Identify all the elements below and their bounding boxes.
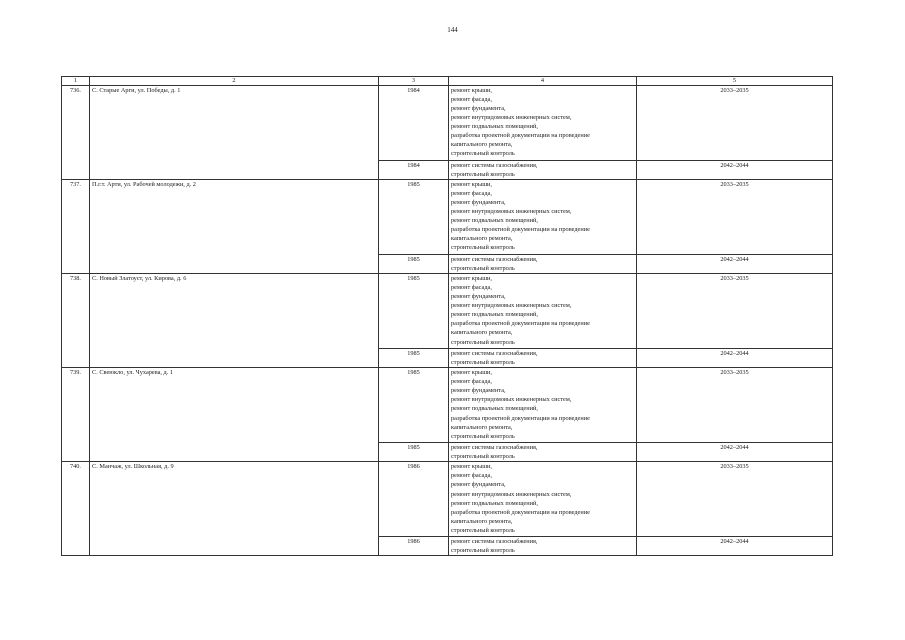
work-item: строительный контроль — [451, 170, 515, 178]
address: С. Манчаж, ул. Школьная, д. 9 — [90, 462, 379, 556]
work-item: строительный контроль — [451, 338, 515, 346]
work-item: ремонт подвальных помещений, — [451, 122, 538, 130]
build-year: 1985 — [379, 179, 449, 254]
table-row — [62, 179, 833, 254]
work-item: ремонт внутридомовых инженерных систем, — [451, 490, 572, 498]
work-item: строительный контроль — [451, 432, 515, 440]
work-item: строительный контроль — [451, 244, 515, 252]
repair-period: 2042–2044 — [637, 443, 833, 462]
work-item: капитального ремонта, — [451, 517, 513, 525]
work-item: разработка проектной документации на проведение — [451, 131, 590, 139]
work-item: ремонт системы газоснабжения, — [451, 538, 538, 546]
build-year: 1985 — [379, 443, 449, 462]
work-item: ремонт крыши, — [451, 86, 493, 94]
build-year: 1984 — [379, 160, 449, 179]
repair-period: 2042–2044 — [637, 537, 833, 556]
table-row — [62, 273, 833, 348]
gas-works-list — [449, 160, 637, 179]
repair-schedule-table — [61, 76, 833, 556]
repair-period: 2042–2044 — [637, 348, 833, 367]
work-item: разработка проектной документации на проведение — [451, 508, 590, 516]
work-item: строительный контроль — [451, 547, 515, 555]
work-item: ремонт фундамента, — [451, 293, 506, 301]
address: С. Новый Златоуст, ул. Кирова, д. 6 — [90, 273, 379, 367]
work-item: ремонт внутридомовых инженерных систем, — [451, 302, 572, 310]
gas-works-list — [449, 443, 637, 462]
build-year: 1985 — [379, 254, 449, 273]
work-item: строительный контроль — [451, 526, 515, 534]
work-item: ремонт фундамента, — [451, 198, 506, 206]
work-item: ремонт фундамента, — [451, 104, 506, 112]
work-item: ремонт фасада, — [451, 189, 492, 197]
work-item: ремонт фасада, — [451, 378, 492, 386]
works-list — [449, 462, 637, 537]
work-item: разработка проектной документации на проведение — [451, 414, 590, 422]
work-item: ремонт фасада, — [451, 472, 492, 480]
work-item: ремонт крыши, — [451, 463, 493, 471]
repair-period: 2042–2044 — [637, 160, 833, 179]
work-item: ремонт подвальных помещений, — [451, 311, 538, 319]
build-year: 1984 — [379, 85, 449, 160]
work-item: капитального ремонта, — [451, 235, 513, 243]
work-item: ремонт системы газоснабжения, — [451, 349, 538, 357]
column-header-4: 4 — [449, 77, 637, 86]
build-year: 1986 — [379, 462, 449, 537]
work-item: ремонт фундамента, — [451, 481, 506, 489]
work-item: капитального ремонта, — [451, 423, 513, 431]
works-list — [449, 368, 637, 443]
works-list — [449, 273, 637, 348]
build-year: 1985 — [379, 273, 449, 348]
work-item: строительный контроль — [451, 453, 515, 461]
work-item: ремонт крыши, — [451, 180, 493, 188]
works-list — [449, 179, 637, 254]
repair-period: 2033–2035 — [637, 462, 833, 537]
work-item: ремонт внутридомовых инженерных систем, — [451, 207, 572, 215]
page-number: 144 — [447, 26, 458, 34]
row-number: 738. — [62, 273, 90, 367]
build-year: 1986 — [379, 537, 449, 556]
work-item: ремонт внутридомовых инженерных систем, — [451, 113, 572, 121]
gas-works-list — [449, 254, 637, 273]
column-header-1: 1 — [62, 77, 90, 86]
repair-period: 2033–2035 — [637, 368, 833, 443]
table-row — [62, 368, 833, 443]
work-item: капитального ремонта, — [451, 329, 513, 337]
work-item: разработка проектной документации на проведение — [451, 320, 590, 328]
table-row — [62, 85, 833, 160]
works-list — [449, 85, 637, 160]
row-number: 739. — [62, 368, 90, 462]
repair-period: 2033–2035 — [637, 179, 833, 254]
work-item: ремонт системы газоснабжения, — [451, 444, 538, 452]
table-row — [62, 462, 833, 537]
column-header-3: 3 — [379, 77, 449, 86]
work-item: ремонт подвальных помещений, — [451, 499, 538, 507]
work-item: ремонт крыши, — [451, 369, 493, 377]
row-number: 737. — [62, 179, 90, 273]
repair-period: 2033–2035 — [637, 85, 833, 160]
work-item: строительный контроль — [451, 358, 515, 366]
repair-period: 2042–2044 — [637, 254, 833, 273]
gas-works-list — [449, 348, 637, 367]
table-header-row — [62, 77, 833, 86]
work-item: ремонт системы газоснабжения, — [451, 255, 538, 263]
work-item: ремонт подвальных помещений, — [451, 405, 538, 413]
address: П.г.т. Арти, ул. Рабочей молодежи, д. 2 — [90, 179, 379, 273]
work-item: ремонт фасада, — [451, 95, 492, 103]
address: С. Старые Арги, ул. Победы, д. 1 — [90, 85, 379, 179]
work-item: ремонт системы газоснабжения, — [451, 161, 538, 169]
work-item: ремонт крыши, — [451, 274, 493, 282]
repair-period: 2033–2035 — [637, 273, 833, 348]
work-item: строительный контроль — [451, 150, 515, 158]
column-header-2: 2 — [90, 77, 379, 86]
work-item: капитального ремонта, — [451, 141, 513, 149]
row-number: 740. — [62, 462, 90, 556]
address: С. Свеюкло, ул. Чухарева, д. 1 — [90, 368, 379, 462]
work-item: ремонт фундамента, — [451, 387, 506, 395]
work-item: ремонт подвальных помещений, — [451, 217, 538, 225]
build-year: 1985 — [379, 348, 449, 367]
column-header-5: 5 — [637, 77, 833, 86]
work-item: строительный контроль — [451, 264, 515, 272]
work-item: разработка проектной документации на проведение — [451, 226, 590, 234]
gas-works-list — [449, 537, 637, 556]
work-item: ремонт внутридомовых инженерных систем, — [451, 396, 572, 404]
row-number: 736. — [62, 85, 90, 179]
build-year: 1985 — [379, 368, 449, 443]
work-item: ремонт фасада, — [451, 283, 492, 291]
